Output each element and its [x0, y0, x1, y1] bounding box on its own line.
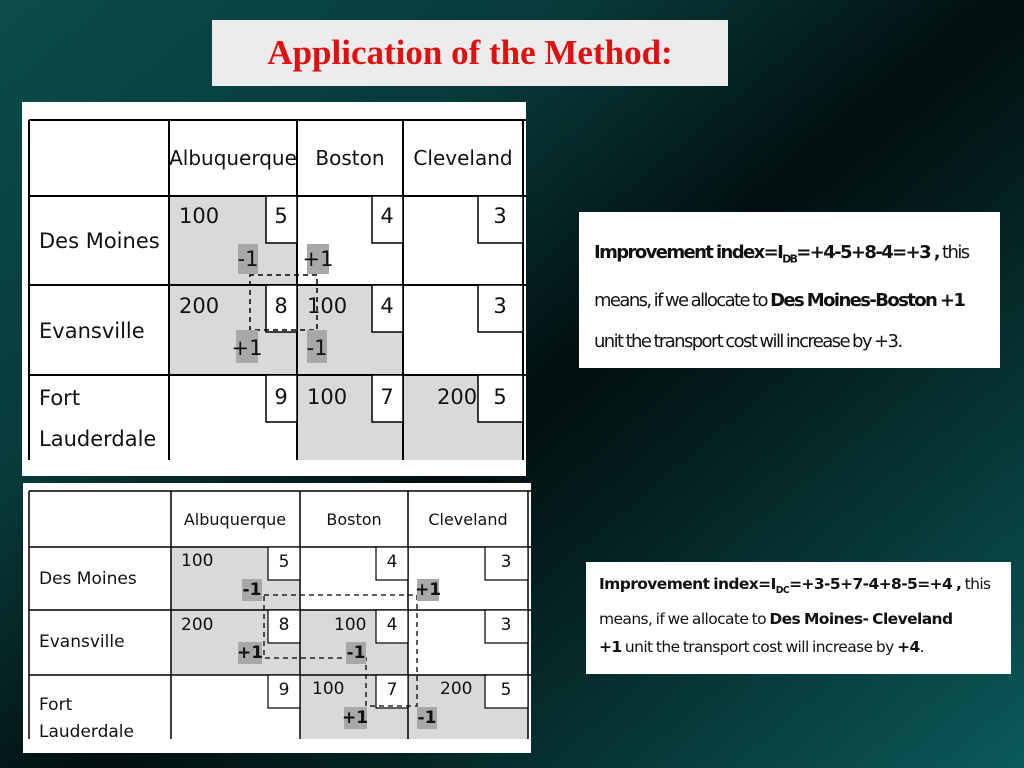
row-label-des-moines: Des Moines — [39, 229, 160, 253]
allocation-value: 200 — [440, 679, 473, 699]
allocation-value: 100 — [181, 551, 214, 571]
unit-cost: 8 — [274, 294, 288, 318]
path-mark: +1 — [302, 247, 334, 271]
path-mark: +1 — [414, 580, 442, 600]
path-mark: -1 — [237, 247, 259, 271]
note-label: Improvement index=I — [594, 242, 783, 263]
row-label-fort: Fort — [39, 386, 81, 410]
path-mark: +1 — [236, 643, 264, 663]
note-text: unit the transport cost will increase by +3. — [594, 330, 902, 352]
unit-cost: 9 — [278, 680, 290, 700]
note-comma: , — [952, 575, 962, 593]
unit-cost: 5 — [274, 204, 288, 228]
row-label-lauderdale: Lauderdale — [39, 722, 134, 742]
note-formula: =+3-5+7-4+8-5=+4 — [789, 575, 953, 593]
note-result: +4 — [896, 638, 920, 657]
unit-cost: 3 — [500, 552, 512, 572]
path-mark: -1 — [346, 643, 366, 663]
transport-table-2-grid — [23, 483, 531, 753]
note-route: Des Moines- Cleveland — [769, 610, 953, 629]
allocation-value: 100 — [307, 294, 348, 318]
unit-cost: 7 — [386, 680, 398, 700]
note-comma: , — [930, 242, 939, 263]
allocation-value: 100 — [312, 679, 345, 699]
note-formula: =+4-5+8-4=+3 — [796, 242, 931, 263]
row-label-lauderdale: Lauderdale — [39, 427, 157, 451]
col-header-cleveland: Cleveland — [428, 510, 508, 529]
transport-table-1 — [22, 102, 526, 476]
unit-cost: 4 — [380, 294, 394, 318]
allocation-value: 200 — [181, 615, 214, 635]
unit-cost: 4 — [386, 615, 398, 635]
unit-cost: 4 — [386, 552, 398, 572]
note-text: this means, if we allocate to — [599, 575, 991, 629]
transport-table-1-grid — [22, 102, 526, 476]
unit-cost: 5 — [278, 552, 290, 572]
note-end: . — [919, 638, 924, 657]
col-header-boston: Boston — [326, 510, 382, 529]
note-text: this means, if we allocate to — [594, 242, 969, 311]
slide-title: Application of the Method: — [267, 33, 673, 72]
allocation-value: 100 — [334, 615, 367, 635]
improvement-index-note-2 — [586, 562, 1011, 674]
note-text: unit the transport cost will increase by — [621, 638, 897, 657]
col-header-boston: Boston — [315, 146, 385, 170]
improvement-index-note-1 — [579, 212, 1000, 368]
allocation-value: 200 — [437, 385, 478, 409]
row-label-fort: Fort — [39, 695, 73, 715]
path-mark: -1 — [306, 336, 328, 360]
allocation-value: 100 — [179, 204, 220, 228]
path-mark: +1 — [341, 708, 369, 728]
unit-cost: 5 — [493, 385, 507, 409]
unit-cost: 3 — [500, 615, 512, 635]
allocation-value: 200 — [179, 294, 220, 318]
note-route: Des Moines-Boston +1 — [770, 289, 965, 311]
unit-cost: 8 — [278, 615, 290, 635]
unit-cost: 5 — [500, 680, 512, 700]
path-mark: -1 — [417, 708, 437, 728]
row-label-evansville: Evansville — [39, 319, 145, 343]
note-subscript: DB — [782, 252, 797, 266]
path-mark: +1 — [231, 336, 263, 360]
unit-cost: 3 — [493, 294, 507, 318]
slide-title-box — [212, 20, 728, 86]
unit-cost: 9 — [274, 385, 288, 409]
note-label: Improvement index=I — [599, 575, 776, 593]
row-label-des-moines: Des Moines — [39, 569, 137, 589]
col-header-albuquerque: Albuquerque — [169, 146, 297, 170]
col-header-albuquerque: Albuquerque — [183, 510, 287, 529]
note-amount: +1 — [599, 638, 622, 657]
row-label-evansville: Evansville — [39, 632, 125, 652]
unit-cost: 4 — [380, 204, 394, 228]
unit-cost: 7 — [380, 385, 394, 409]
col-header-cleveland: Cleveland — [413, 146, 513, 170]
transport-table-2 — [23, 483, 531, 753]
allocation-value: 100 — [307, 385, 348, 409]
unit-cost: 3 — [493, 204, 507, 228]
path-mark: -1 — [242, 580, 262, 600]
note-subscript: DC — [775, 585, 790, 597]
